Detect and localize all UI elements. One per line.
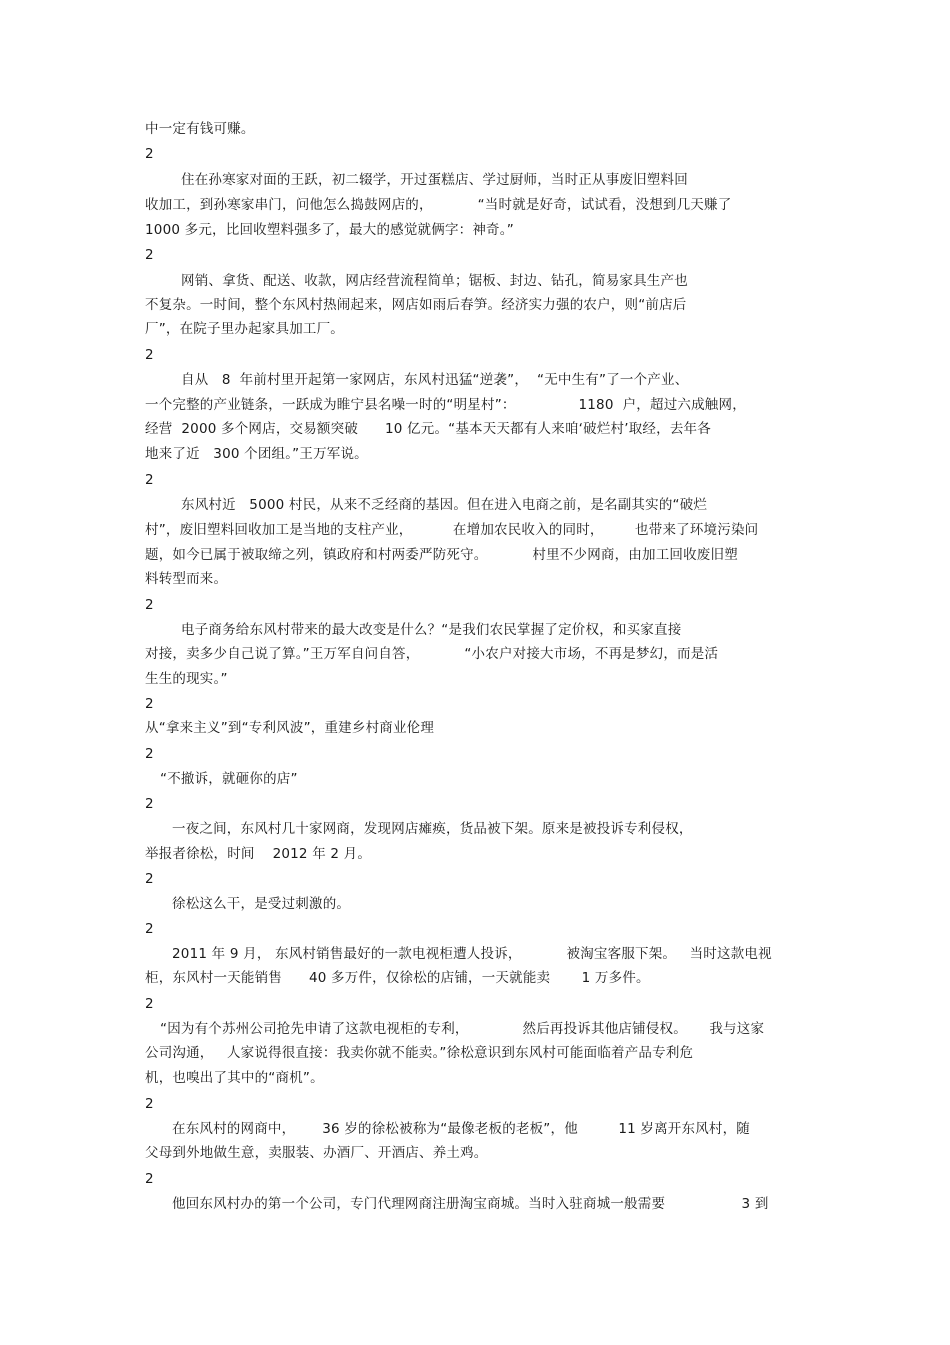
paragraph-line: 收加工，到孙寒家串门，问他怎么捣鼓网店的， “当时就是好奇，试试看，没想到几天赚了 <box>145 197 732 213</box>
subsection-heading: “不撤诉，就砸你的店” <box>160 771 298 787</box>
paragraph-line: “因为有个苏州公司抢先申请了这款电视柜的专利， 然后再投诉其他店铺侵权。 我与这家 <box>160 1021 765 1037</box>
paragraph-line: 徐松这么干，是受过刺激的。 <box>172 896 351 912</box>
paragraph-line: 不复杂。一时间，整个东风村热闹起来，网店如雨后春笋。经济实力强的农户，则“前店后 <box>145 297 687 313</box>
paragraph-line: 一个完整的产业链条，一跃成为睢宁县名噪一时的“明星村”： 1180 户，超过六成触网， <box>145 397 746 413</box>
paragraph-line: 住在孙寒家对面的王跃，初二辍学，开过蛋糕店、学过厨师，当时正从事废旧塑料回 <box>181 172 688 188</box>
paragraph-line: 经营 2000 多个网店，交易额突破 10 亿元。“基本天天都有人来咱‘破烂村’取经，去年各 <box>145 421 711 437</box>
page-marker: 2 <box>145 871 154 887</box>
page-marker: 2 <box>145 1171 154 1187</box>
page-marker: 2 <box>145 472 154 488</box>
paragraph-line: 厂”，在院子里办起家具加工厂。 <box>145 321 344 337</box>
paragraph-line: 村”，废旧塑料回收加工是当地的支柱产业， 在增加农民收入的同时， 也带来了环境污染问 <box>145 522 759 538</box>
paragraph-line: 在东风村的网商中， 36 岁的徐松被称为“最像老板的老板”，他 11 岁离开东风村，随 <box>172 1121 750 1137</box>
paragraph-line: 对接，卖多少自己说了算。”王万军自问自答， “小农户对接大市场，不再是梦幻，而是活 <box>145 646 719 662</box>
paragraph-line: 公司沟通， 人家说得很直接：我卖你就不能卖。”徐松意识到东风村可能面临着产品专利危 <box>145 1045 694 1061</box>
page-marker: 2 <box>145 347 154 363</box>
paragraph-line: 东风村近 5000 村民，从来不乏经商的基因。但在进入电商之前，是名副其实的“破烂 <box>181 497 708 513</box>
section-heading: 从“拿来主义”到“专利风波”，重建乡村商业伦理 <box>145 720 435 736</box>
paragraph-line: 题，如今已属于被取缔之列，镇政府和村两委严防死守。 村里不少网商，由加工回收废旧塑 <box>145 547 738 563</box>
paragraph-line: 一夜之间，东风村几十家网商，发现网店瘫痪，货品被下架。原来是被投诉专利侵权， <box>172 821 693 837</box>
page-marker: 2 <box>145 696 154 712</box>
page-marker: 2 <box>145 1096 154 1112</box>
paragraph-line: 料转型而来。 <box>145 571 228 587</box>
page-marker: 2 <box>145 746 154 762</box>
paragraph-line: 自从 8 年前村里开起第一家网店，东风村迅猛“逆袭”， “无中生有”了一个产业、 <box>181 372 689 388</box>
page-marker: 2 <box>145 247 154 263</box>
paragraph-line: 机，也嗅出了其中的“商机”。 <box>145 1070 324 1086</box>
paragraph-line: 生生的现实。” <box>145 671 228 687</box>
page-marker: 2 <box>145 796 154 812</box>
page-marker: 2 <box>145 921 154 937</box>
paragraph-line: 电子商务给东风村带来的最大改变是什么？“是我们农民掌握了定价权，和买家直接 <box>181 622 682 638</box>
page-marker: 2 <box>145 597 154 613</box>
paragraph-line: 柜，东风村一天能销售 40 多万件，仅徐松的店铺，一天就能卖 1 万多件。 <box>145 970 650 986</box>
paragraph-line: 中一定有钱可赚。 <box>145 121 255 137</box>
paragraph-line: 1000 多元，比回收塑料强多了，最大的感觉就俩字：神奇。” <box>145 222 514 238</box>
paragraph-line: 网销、拿货、配送、收款，网店经营流程简单；锯板、封边、钻孔，简易家具生产也 <box>181 273 688 289</box>
page-marker: 2 <box>145 146 154 162</box>
page-marker: 2 <box>145 996 154 1012</box>
paragraph-line: 父母到外地做生意，卖服装、办酒厂、开酒店、养土鸡。 <box>145 1145 488 1161</box>
paragraph-line: 他回东风村办的第一个公司，专门代理网商注册淘宝商城。当时入驻商城一般需要 3 到 <box>172 1196 769 1212</box>
paragraph-line: 地来了近 300 个团组。”王万军说。 <box>145 446 368 462</box>
paragraph-line: 举报者徐松，时间 2012 年 2 月。 <box>145 846 372 862</box>
paragraph-line: 2011 年 9 月， 东风村销售最好的一款电视柜遭人投诉， 被淘宝客服下架。 当时这款电视 <box>172 946 772 962</box>
